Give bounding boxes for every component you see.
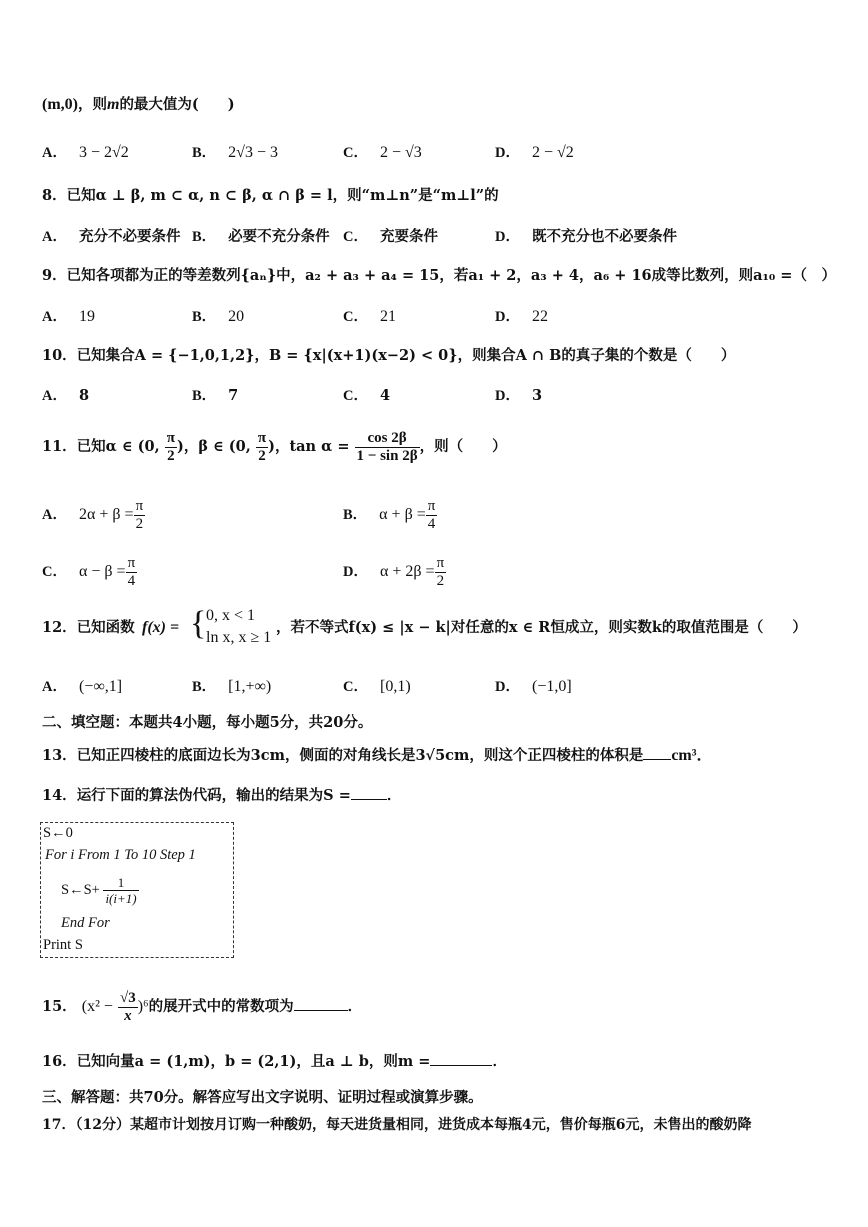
question-text: ，若不等式f(x) ≤ |x − k|对任意的x ∈ R恒成立，则实数k的取值范围是（ ） xyxy=(276,619,807,636)
section-3-heading: 三、解答题：共70分。解答应写出文字说明、证明过程或演算步骤。 xyxy=(42,1089,483,1106)
q10-stem xyxy=(42,346,735,366)
question-text: 已知向量a = (1,m)，b = (2,1)，且a ⊥ b，则m = xyxy=(76,1053,431,1070)
option-label: A． xyxy=(42,507,67,523)
q7-tail-end: 的最大值为( ) xyxy=(119,96,235,113)
option-label: A． xyxy=(42,309,67,325)
fraction-denominator: i(i+1) xyxy=(105,891,137,906)
option-label: C． xyxy=(343,229,368,245)
question-end: ． xyxy=(386,787,402,804)
option-fraction xyxy=(426,498,438,533)
q16-stem xyxy=(42,1051,507,1072)
option-label: B． xyxy=(192,679,217,695)
q11-option-d xyxy=(343,552,446,592)
q13-stem xyxy=(42,745,713,766)
option-value: 19 xyxy=(78,308,95,325)
answer-blank[interactable] xyxy=(430,1051,492,1066)
code-line-1: S←0 xyxy=(43,825,73,841)
q9-option-d xyxy=(495,307,548,327)
q11-option-b xyxy=(343,495,437,535)
code-line-5: Print S xyxy=(43,937,83,953)
unit-text: cm³． xyxy=(671,747,713,764)
q9-stem xyxy=(42,266,836,286)
option-label: B． xyxy=(192,145,217,161)
option-label: A． xyxy=(42,229,67,245)
option-label: D． xyxy=(343,564,368,580)
option-value: [0,1) xyxy=(379,678,411,695)
option-value: 22 xyxy=(531,308,548,325)
q7-option-d xyxy=(495,143,574,163)
answer-blank[interactable] xyxy=(294,996,348,1011)
option-value: [1,+∞) xyxy=(228,678,272,695)
option-value: (−∞,1] xyxy=(78,678,123,695)
fraction-denominator: 2 xyxy=(167,447,175,464)
option-label: B． xyxy=(192,309,217,325)
q12-option-a xyxy=(42,677,122,697)
q10-option-c xyxy=(343,386,390,406)
q8-option-b xyxy=(192,227,330,247)
question-number: 17． xyxy=(42,1117,76,1133)
option-value: 2 − √3 xyxy=(379,144,422,161)
expression-fraction xyxy=(118,990,138,1025)
fraction-denominator: 2 xyxy=(436,572,445,589)
fraction-denominator: 1 − sin 2β xyxy=(356,447,418,464)
pseudocode-box xyxy=(40,822,234,958)
q7-tail-math: (m,0) xyxy=(42,96,78,113)
pi-over-2-fraction xyxy=(256,430,268,465)
fraction-numerator: cos 2β xyxy=(355,430,420,448)
fraction-numerator: π xyxy=(436,554,445,571)
option-fraction xyxy=(134,498,146,533)
option-label: D． xyxy=(495,388,520,404)
fraction-denominator: x xyxy=(124,1007,132,1024)
option-label: C． xyxy=(343,388,368,404)
q7-tail-var: m xyxy=(106,96,120,113)
option-label: C． xyxy=(42,564,67,580)
q10-option-d xyxy=(495,386,542,406)
q7-option-a xyxy=(42,143,129,163)
option-value: 7 xyxy=(228,387,239,404)
option-label: D． xyxy=(495,309,520,325)
q14-stem xyxy=(42,785,401,806)
question-number: 10． xyxy=(42,347,77,364)
q8-option-a xyxy=(42,227,180,247)
option-fraction xyxy=(126,555,138,590)
question-number: 12． xyxy=(42,619,77,636)
question-number: 14． xyxy=(42,787,77,804)
option-value: 3 − 2√2 xyxy=(78,144,129,161)
option-value: 2√3 − 3 xyxy=(228,144,278,161)
q9-option-c xyxy=(343,307,396,327)
function-name: f(x) = xyxy=(142,619,180,636)
fraction-denominator: 4 xyxy=(127,572,136,589)
question-number: 15． xyxy=(42,998,77,1015)
q12-intro xyxy=(42,618,135,638)
answer-blank[interactable] xyxy=(351,785,387,800)
question-number: 13． xyxy=(42,747,77,764)
option-value: 充要条件 xyxy=(379,228,438,245)
fraction-numerator: π xyxy=(257,429,267,446)
option-value: 2α + β = xyxy=(78,506,134,523)
option-label: D． xyxy=(495,229,520,245)
option-label: A． xyxy=(42,388,67,404)
code-line-3 xyxy=(61,875,139,906)
option-label: B． xyxy=(192,388,217,404)
q10-option-b xyxy=(192,386,238,406)
question-text: （12分）某超市计划按月订购一种酸奶，每天进货量相同，进货成本每瓶4元，售价每瓶6元，未售出的酸奶降 xyxy=(75,1117,752,1133)
question-text: 已知函数 xyxy=(76,619,135,636)
option-value: α − β = xyxy=(78,563,126,580)
option-value: 20 xyxy=(228,308,245,325)
expression-part: (x² − xyxy=(81,998,113,1015)
question-text: ，则（ ） xyxy=(419,438,507,455)
option-label: A． xyxy=(42,145,67,161)
question-text: 已知正四棱柱的底面边长为3cm，侧面的对角线长是3√5cm，则这个正四棱柱的体积是 xyxy=(76,747,644,764)
fraction-numerator: π xyxy=(166,429,175,446)
option-label: D． xyxy=(495,145,520,161)
code-line-2: For i From 1 To 10 Step 1 xyxy=(45,847,196,863)
q17-stem xyxy=(42,1115,751,1135)
option-fraction xyxy=(435,555,447,590)
q9-option-b xyxy=(192,307,244,327)
fraction-numerator: 1 xyxy=(103,875,138,891)
q7-option-c xyxy=(343,143,422,163)
question-text: 的展开式中的常数项为 xyxy=(148,998,294,1015)
question-text: 运行下面的算法伪代码，输出的结果为S = xyxy=(76,787,351,804)
question-text: )，β ∈ (0, xyxy=(176,438,251,455)
question-number: 9． xyxy=(42,267,67,284)
option-label: C． xyxy=(343,679,368,695)
fraction-denominator: 4 xyxy=(427,515,436,532)
option-label: C． xyxy=(343,145,368,161)
option-label: B． xyxy=(192,229,217,245)
option-label: D． xyxy=(495,679,520,695)
expression-part: )⁶ xyxy=(137,998,149,1015)
option-value: α + 2β = xyxy=(379,563,435,580)
fraction-denominator: 2 xyxy=(135,515,144,532)
option-label: B． xyxy=(343,507,368,523)
q8-stem xyxy=(42,186,499,206)
question-end: ． xyxy=(492,1053,507,1070)
q7-option-b xyxy=(192,143,278,163)
q7-tail-text: ，则 xyxy=(77,96,107,113)
q9-option-a xyxy=(42,307,95,327)
fraction-numerator: √3 xyxy=(119,989,136,1006)
code-fraction xyxy=(103,875,138,906)
q7-tail xyxy=(42,95,235,115)
option-value: 4 xyxy=(379,387,391,404)
question-text: 已知α ⊥ β, m ⊂ α, n ⊂ β, α ∩ β = l，则“m⊥n”是“m⊥l”的 xyxy=(66,187,499,204)
fraction-numerator: π xyxy=(427,497,436,514)
brace-symbol: { xyxy=(190,605,207,642)
question-end: ． xyxy=(347,998,363,1015)
question-text: 已知集合A = {−1,0,1,2}，B = {x|(x+1)(x−2) < 0}，则集合A ∩ B的真子集的个数是（ ） xyxy=(76,347,736,364)
case-1: 0, x < 1 xyxy=(206,607,256,624)
pi-over-2-fraction xyxy=(165,430,177,465)
section-2-heading: 二、填空题：本题共4小题，每小题5分，共20分。 xyxy=(42,714,373,731)
option-value: 必要不充分条件 xyxy=(228,228,330,245)
question-text: )，tan α = xyxy=(268,438,350,455)
question-number: 16． xyxy=(42,1053,77,1070)
q11-option-a xyxy=(42,495,145,535)
q8-option-c xyxy=(343,227,438,247)
option-value: 充分不必要条件 xyxy=(78,228,181,245)
question-text: 已知α ∈ (0, xyxy=(76,438,160,455)
question-text: 已知各项都为正的等差数列{aₙ}中，a₂ + a₃ + a₄ = 15，若a₁ + 2，a₃ + 4，a₆ + 16成等比数列，则a₁₀ =（ ） xyxy=(66,267,836,284)
q8-option-d xyxy=(495,227,677,247)
code-assign: S←S+ xyxy=(61,881,100,898)
fraction-numerator: π xyxy=(135,497,144,514)
option-label: A． xyxy=(42,679,67,695)
fraction-denominator: 2 xyxy=(258,447,266,464)
code-line-4: End For xyxy=(61,915,110,931)
tan-fraction xyxy=(355,430,420,465)
option-value: 8 xyxy=(78,387,90,404)
q11-option-c xyxy=(42,552,137,592)
option-value: 2 − √2 xyxy=(531,144,574,161)
q12-option-c xyxy=(343,677,411,697)
option-value: 3 xyxy=(531,387,543,404)
q15-stem xyxy=(42,985,362,1029)
option-value: 21 xyxy=(379,308,396,325)
fraction-numerator: π xyxy=(127,554,136,571)
q12-option-b xyxy=(192,677,271,697)
option-label: C． xyxy=(343,309,368,325)
case-2: ln x, x ≥ 1 xyxy=(206,629,272,646)
question-number: 8． xyxy=(42,187,67,204)
q10-option-a xyxy=(42,386,89,406)
q12-option-d xyxy=(495,677,572,697)
option-value: α + β = xyxy=(379,506,426,523)
question-number: 11． xyxy=(42,438,77,455)
option-value: 既不充分也不必要条件 xyxy=(531,228,677,245)
option-value: (−1,0] xyxy=(531,678,572,695)
q11-stem xyxy=(42,428,507,466)
answer-blank[interactable] xyxy=(643,745,671,760)
